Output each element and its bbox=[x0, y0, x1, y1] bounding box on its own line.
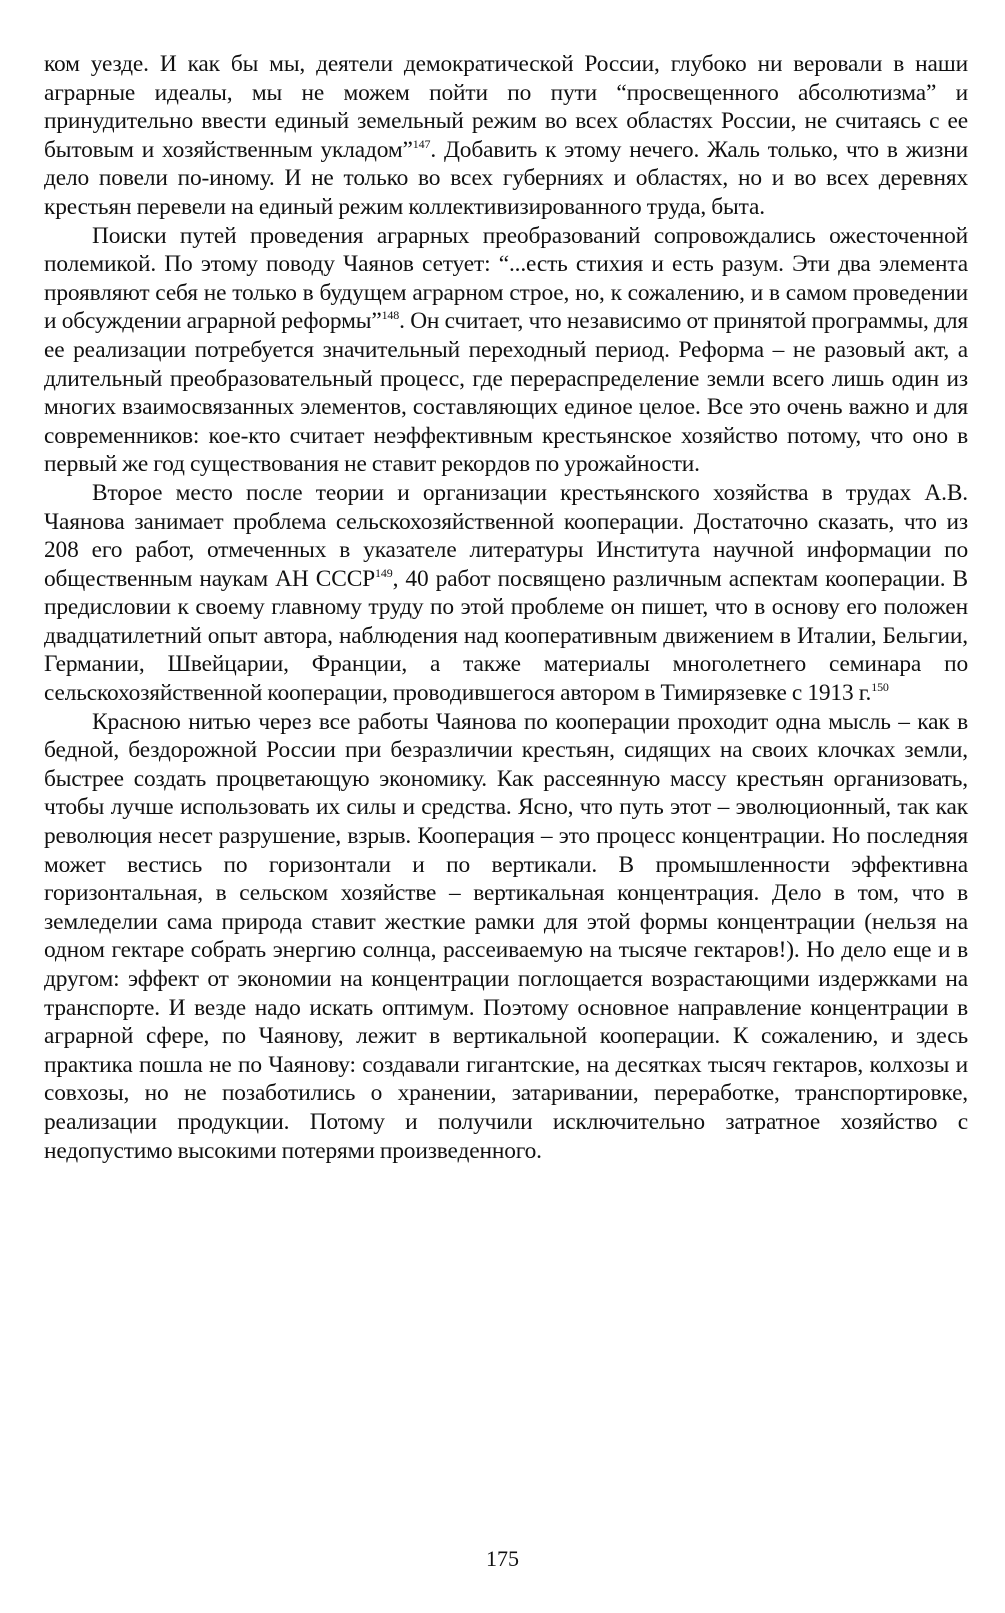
paragraph-text: ком уезде. И как бы мы, деятели демократической России, глубоко ни веровали в наши аграрные идеалы, мы не можем пойти по пути “просвещенного абсолютизма” и принудительно ввести единый земельный режим во всех областях России, не считаясь с ее бытовым и хозяйственным укладом” bbox=[44, 51, 968, 163]
paragraph-1 bbox=[44, 50, 968, 222]
paragraph-2 bbox=[44, 222, 968, 479]
paragraph-text: Второе место после теории и организации крестьянского хозяйства в трудах А.В. Чаянова занимает проблема сельскохозяйственной кооперации. Достаточно сказать, что из 208 его работ, отмеченных в указателе литературы Института научной информации по общественным наукам АН СССР bbox=[44, 479, 968, 592]
paragraph-text: . Добавить к этому нечего. Жаль только, что в жизни дело повели по-иному. И не только во всех губерниях и областях, но и во всех деревнях крестьян перевели на единый режим коллективизированного труда, быта. bbox=[44, 136, 968, 220]
footnote-ref-150: 150 bbox=[871, 680, 889, 695]
paragraph-4 bbox=[44, 708, 968, 1166]
footnote-ref-149: 149 bbox=[375, 565, 393, 580]
footnote-ref-148: 148 bbox=[381, 308, 400, 323]
page-number: 175 bbox=[486, 1546, 519, 1571]
footnote-ref-147: 147 bbox=[412, 136, 431, 151]
paragraph-3 bbox=[44, 479, 968, 708]
paragraph-text: Красною нитью через все работы Чаянова по кооперации проходит одна мысль – как в бедной, бездорожной России при безразличии крестьян, сидящих на своих клочках земли, быстрее создать процветающую экономику. Как рассеянную массу крестьян организовать, чтобы лучше использовать их силы и средства. Ясно, что путь этот – эволюционный, так как революция несет разрушение, взрыв. Кооперация – это процесс концентрации. Но последняя может вестись по горизонтали и по вертикали. В промышленности эффективна горизонтальная, в сельском хозяйстве – вертикальная концентрация. Дело в том, что в земледелии сама природа ставит жесткие рамки для этой формы концентрации (нельзя на одном гектаре собрать энергию солнца, рассеиваемую на тысяче гектаров!). Но дело еще и в другом: эффект от экономии на концентрации поглощается возрастающими издержками на транспорте. И везде надо искать оптимум. Поэтому основное направление концентрации в аграрной сфере, по Чаянову, лежит в вертикальной кооперации. К сожалению, и здесь практика пошла не по Чаянову: создавали гигантские, на десятках тысяч гектаров, колхозы и совхозы, но не позаботились о хранении, затаривании, переработке, транспортировке, реализации продукции. Потому и получили исключительно затратное хозяйство с недопустимо высокими потерями произведенного. bbox=[44, 708, 968, 1164]
page-body bbox=[44, 50, 968, 1165]
paragraph-text: . Он считает, что независимо от принятой программы, для ее реализации потребуется значительный переходный период. Реформа – не разовый акт, а длительный преобразовательный процесс, где перераспределение земли всего лишь один из многих взаимосвязанных элементов, составляющих единое целое. Все это очень важно и для современников: кое-кто считает неэффективным крестьянское хозяйство потому, что оно в первый же год существования не ставит рекордов по урожайности. bbox=[44, 308, 968, 478]
paragraph-text: Поиски путей проведения аграрных преобразований сопровождались ожесточенной полемикой. По этому поводу Чаянов сетует: “...есть стихия и есть разум. Эти два элемента проявляют себя не только в будущем аграрном строе, но, к сожалению, и в самом проведении и обсуждении аграрной реформы” bbox=[44, 222, 968, 335]
paragraph-text: , 40 работ посвящено различным аспектам кооперации. В предисловии к своему главному труду по этой проблеме он пишет, что в основу его положен двадцатилетний опыт автора, наблюдения над кооперативным движением в Италии, Бельгии, Германии, Швейцарии, Франции, а также материалы многолетнего семинара по сельскохозяйственной кооперации, проводившегося автором в Тимирязевке с 1913 г. bbox=[44, 565, 968, 707]
